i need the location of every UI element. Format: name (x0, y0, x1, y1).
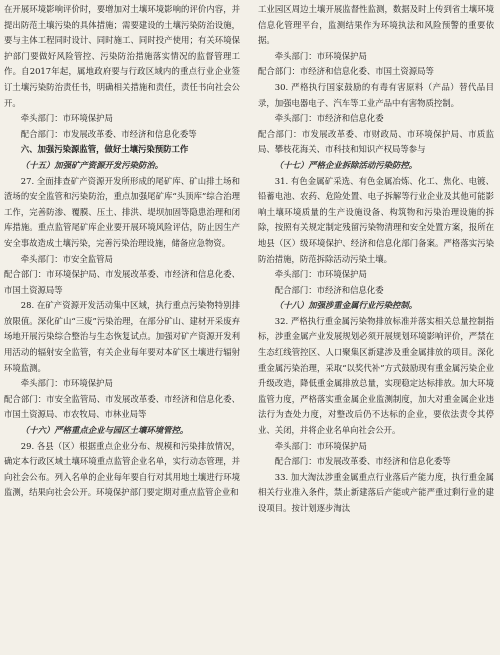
left-column (4, 2, 240, 501)
paragraph: 30. 严格执行国家鼓励的有毒有害原料（产品）替代品目录，加强电器电子、汽车等工业产品中有害物质控制。 (258, 81, 494, 108)
subsection-heading: （十七）严格企业拆除活动污染防控。 (274, 159, 418, 170)
paragraph: 27. 全面排查矿产资源开发所形成的尾矿库、矿山排土场和渣场的安全监管和污染防治，重点加强尾矿库“头顶库”综合治理工作，完善防渗、覆膜、压土、排洪、堤坝加固等隐患治理和闭库措施。重点监管尾矿库企业要开展环境风险评估，防止因生产安全事故造成土壤污染，完善污染治理设施，储备应急物资。 (4, 175, 240, 248)
subsection-heading: （十六）严格重点企业与园区土壤环境管控。 (20, 425, 189, 436)
paragraph: 配合部门：市发展改革委、市经济和信息化委等 (274, 456, 451, 467)
paragraph: 29. 各县（区）根据重点企业分布、规模和污染排放情况，确定本行政区域土壤环境重点监管企业名单，实行动态管理，并向社会公布。列入名单的企业每年要自行对其用地土壤进行环境监测，结果向社会公开。环境保护部门要定期对重点监管企业和 (4, 440, 240, 498)
paragraph: 牵头部门：市环境保护局 (20, 113, 113, 124)
paragraph: 配合部门：市经济和信息化委、市国土资源局等 (258, 66, 434, 77)
paragraph: 33. 加大淘汰涉重金属重点行业落后产能力度，执行重金属相关行业准入条件，禁止新建落后产能或产能严重过剩行业的建设项目。按计划逐步淘汰 (258, 471, 494, 513)
paragraph: 牵头部门：市安全监管局 (20, 253, 113, 264)
paragraph: 配合部门：市发展改革委、市经济和信息化委等 (20, 128, 197, 139)
paragraph: 28. 在矿产资源开发活动集中区域，执行重点污染物特别排放限值。深化矿山“三废”污染治理，在部分矿山、建材开采废弃场地开展污染综合整治与生态恢复试点。加强对矿产资源开发利用活动的辐射安全监管，有关企业每年要对本矿区土壤进行辐射环境监测。 (4, 300, 240, 373)
paragraph: 31. 有色金属矿采选、有色金属冶炼、化工、焦化、电镀、铅蓄电池、农药、危险处置、电子拆解等行业企业及其他可能影响土壤环境质量的生产设施设备、构筑物和污染治理设施的拆除，按照有关规定制定残留污染物清理和安全处置方案，报所在地县（区）级环境保护、经济和信息化部门备案。严格落实污染防治措施，防范拆除活动污染土壤。 (258, 175, 494, 264)
paragraph: 在开展环境影响评价时，要增加对土壤环境影响的评价内容，并提出防范土壤污染的具体措施；需要建设的土壤污染防治设施，要与主体工程同时设计、同时施工、同时投产使用；有关环境保护部门要做好风险管控、污染防治措施落实情况的监督管理工作。自2017年起，属地政府要与行政区域内的重点行业企业签订土壤污染防治责任书，明确相关措施和责任，责任书向社会公开。 (4, 4, 240, 108)
paragraph: 牵头部门：市环境保护局 (274, 269, 367, 280)
section-heading: 六、加强污染源监管，做好土壤污染预防工作 (20, 144, 189, 155)
paragraph: 配合部门：市安全监管局、市发展改革委、市经济和信息化委、市国土资源局、市农牧局、市林业局等 (4, 393, 240, 420)
right-column (258, 2, 494, 517)
paragraph: 配合部门：市发展改革委、市财政局、市环境保护局、市质监局、攀枝花海关、市科技和知识产权局等参与 (258, 128, 494, 155)
paragraph: 牵头部门：市环境保护局 (274, 50, 367, 61)
subsection-heading: （十八）加强涉重金属行业污染控制。 (274, 300, 418, 311)
paragraph: 工业园区周边土壤开展监督性监测，数据及时上传到省土壤环境信息化管理平台，监测结果作为环境执法和风险预警的重要依据。 (258, 4, 494, 46)
paragraph: 32. 严格执行重金属污染物排放标准并落实相关总量控制指标，涉重金属产业发展规划必须开展规划环境影响评价，严禁在生态红线管控区、人口聚集区新建涉及重金属排放的项目。深化重金属污染治理，采取“以奖代补”方式鼓励现有重金属污染企业升级改造，降低重金属排放总量，实现稳定达标排放。加大环境监管力度，严格落实重金属企业监测制度，加大对重金属企业违法行为查处力度，对整改后仍不达标的企业，要依法责令其停业、关闭，并将企业名单向社会公开。 (258, 315, 494, 436)
paragraph: 牵头部门：市环境保护局 (274, 440, 367, 451)
paragraph: 配合部门：市环境保护局、市发展改革委、市经济和信息化委、市国土资源局等 (4, 269, 240, 295)
paragraph: 牵头部门：市环境保护局 (20, 378, 113, 389)
subsection-heading: （十五）加强矿产资源开发污染防治。 (20, 159, 164, 170)
paragraph: 配合部门：市经济和信息化委 (274, 284, 384, 295)
paragraph: 牵头部门：市经济和信息化委 (274, 113, 384, 124)
